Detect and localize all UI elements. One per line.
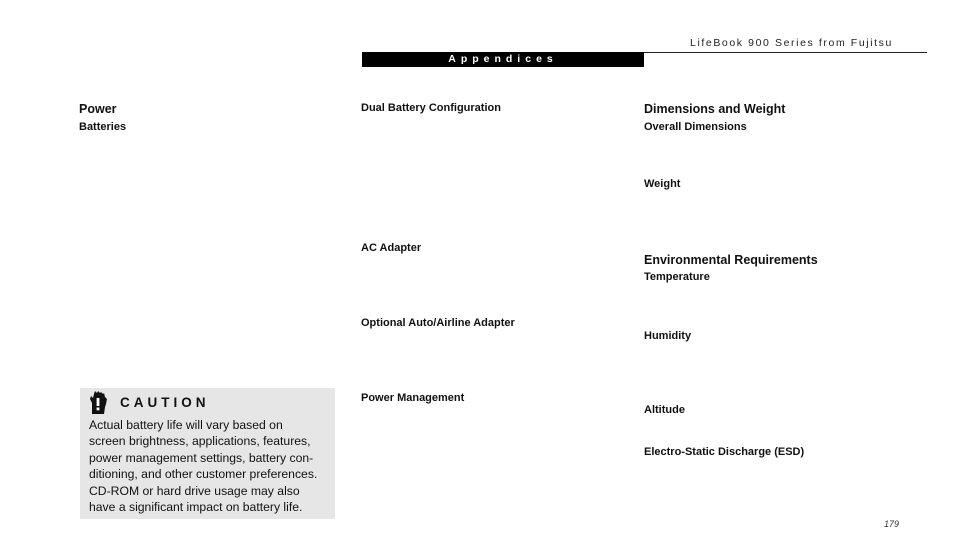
subheading-batteries: Batteries [79,121,127,133]
caution-title: CAUTION [120,395,210,410]
caution-text [89,417,329,515]
subheading-humidity: Humidity [644,330,692,342]
subheading-ac-adapter: AC Adapter [361,242,422,254]
running-head: LifeBook 900 Series from Fujitsu [690,37,893,49]
caution-line: have a significant impact on battery life. [89,500,303,515]
caution-line: power management settings, battery con- [89,450,314,465]
subheading-dual-battery: Dual Battery Configuration [361,102,501,114]
subheading-auto-airline-adapter: Optional Auto/Airline Adapter [361,317,515,329]
heading-dimensions-weight: Dimensions and Weight [644,102,786,116]
caution-line: screen brightness, applications, features, [89,434,311,449]
subheading-temperature: Temperature [644,271,710,283]
heading-power: Power [79,102,117,116]
subheading-weight: Weight [644,178,681,190]
subheading-altitude: Altitude [644,404,685,416]
heading-environmental-requirements: Environmental Requirements [644,253,818,267]
subheading-overall-dimensions: Overall Dimensions [644,121,747,133]
caution-box [80,388,335,519]
subheading-esd: Electro-Static Discharge (ESD) [644,446,805,458]
caution-line: Actual battery life will vary based on [89,418,283,432]
section-title-bar: Appendices [362,52,644,67]
caution-line: CD-ROM or hard drive usage may also [89,483,300,498]
caution-line: ditioning, and other customer preferences. [89,467,318,482]
subheading-power-management: Power Management [361,392,465,404]
header-rule [644,52,927,53]
page-number: 179 [884,519,900,529]
caution-hand-icon [86,390,110,416]
